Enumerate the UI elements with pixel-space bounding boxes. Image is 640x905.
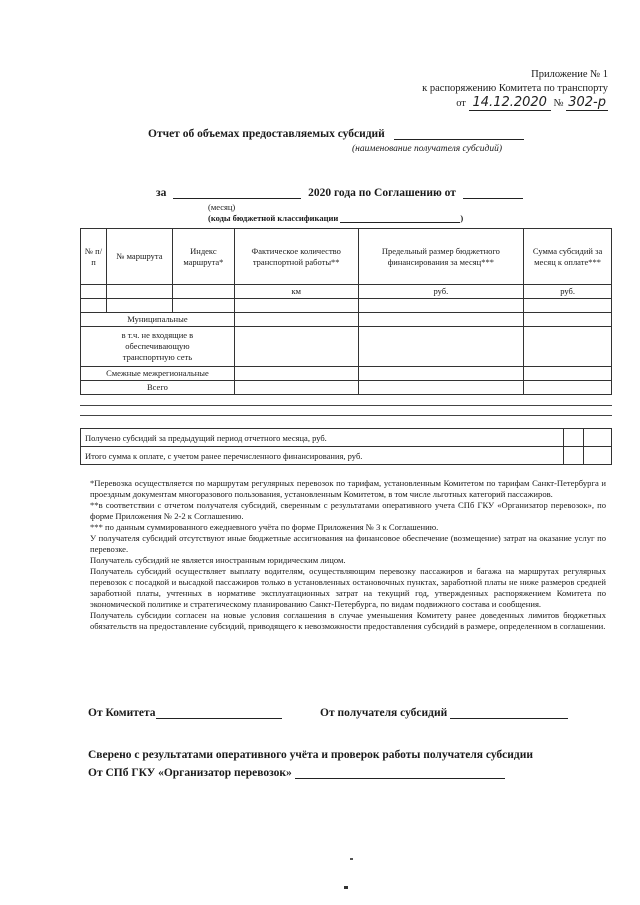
unit-rub: руб.	[358, 285, 524, 299]
footnote: **в соответствии с отчетом получателя субсидий, сверенным с результатами оперативного учета СПб ГКУ «Организатор перевозок», по форме Приложения № 2-2 к Соглашению.	[90, 500, 606, 521]
budget-codes-underline	[340, 213, 460, 223]
month-caption: (месяц)	[208, 202, 236, 212]
agreement-date-line	[463, 186, 523, 199]
appendix-ref: к распоряжению Комитета по транспорту	[422, 83, 608, 94]
table-row	[81, 299, 612, 313]
unit-rub: руб.	[524, 285, 612, 299]
summary-table	[80, 428, 612, 465]
summary-total: Итого сумма к оплате, с учетом ранее перечисленного финансирования, руб.	[81, 447, 564, 465]
organizer-signature	[88, 766, 505, 779]
handwritten-number: 302-р	[568, 95, 606, 110]
summary-row	[81, 429, 612, 447]
committee-signature	[88, 706, 282, 719]
subsidy-table	[80, 228, 612, 395]
units-row	[81, 285, 612, 299]
footnote: Получатель субсидий осуществляет выплату водителям, осуществляющим перевозку пассажиров и багажа на маршрутах регулярных перевозок с посадкой и высадкой пассажиров только в установленных остановочных пунктах, заработной платы не ниже размеров средней заработной платы, учтенных в нормативе эксплуатационных затрат на текущий год, утвержденных распоряжением Комитета по экономической политике и стратегическому планированию Санкт-Петербурга, по видам подвижного состава и сообщения.	[90, 566, 606, 609]
header-cell: Сумма субсидий за месяц к оплате***	[524, 229, 612, 285]
header-cell: Предельный размер бюджетного финансирования за месяц***	[358, 229, 524, 285]
unit-km: км	[234, 285, 358, 299]
verified-text: Сверено с результатами оперативного учёта и проверок работы получателя субсидии	[88, 749, 533, 761]
recipient-name-line	[394, 127, 524, 140]
organizer-label: От СПб ГКУ «Организатор перевозок»	[88, 767, 292, 779]
divider	[80, 415, 612, 416]
date-prefix: от	[456, 98, 466, 109]
handwritten-date: 14.12.2020	[469, 95, 551, 111]
month-line	[173, 186, 301, 199]
scan-mark	[350, 858, 353, 860]
budget-codes-line	[208, 213, 463, 223]
row-label: Всего	[81, 381, 235, 395]
table-header-row	[81, 229, 612, 285]
report-title-line	[148, 127, 524, 140]
recipient-caption: (наименование получателя субсидий)	[352, 144, 502, 154]
appendix-title: Приложение № 1	[531, 69, 608, 80]
report-title: Отчет об объемах предоставляемых субсидий	[148, 128, 385, 140]
committee-signature-line	[156, 706, 282, 719]
appendix-date-line	[422, 96, 608, 111]
footnote: *Перевозка осуществляется по маршрутам регулярных перевозок по тарифам, установленным Комитетом по тарифам Санкт-Петербурга и проездным документам многоразового пользования, установленным Комитетом, в том числе льготных категорий пассажиров.	[90, 478, 606, 499]
budget-codes-close: )	[460, 213, 464, 223]
budget-codes-caption: (коды бюджетной классификации	[208, 213, 339, 223]
table-row-total	[81, 381, 612, 395]
row-label: в т.ч. не входящие в обеспечивающую транспортную сеть	[81, 327, 235, 367]
organizer-signature-line	[295, 766, 505, 779]
recipient-signature-line	[450, 706, 568, 719]
footnote: У получателя субсидий отсутствуют иные бюджетные ассигнования на финансовое обеспечение (возмещение) затрат на оказание услуг по перевозке.	[90, 533, 606, 554]
appendix-header	[422, 68, 608, 111]
table-row-interregional	[81, 367, 612, 381]
recipient-signature	[320, 706, 568, 719]
period-prefix: за	[156, 187, 167, 199]
summary-received: Получено субсидий за предыдущий период отчетного месяца, руб.	[81, 429, 564, 447]
committee-label: От Комитета	[88, 707, 156, 719]
row-label: Муниципальные	[81, 313, 235, 327]
footnote: Получатель субсидий не является иностранным юридическим лицом.	[90, 555, 346, 565]
scan-mark	[344, 886, 348, 889]
period-line	[156, 186, 523, 199]
header-cell: Индекс маршрута*	[172, 229, 234, 285]
row-label: Смежные межрегиональные	[81, 367, 235, 381]
recipient-label: От получателя субсидий	[320, 707, 448, 719]
table-row-municipal	[81, 313, 612, 327]
period-middle: 2020 года по Соглашению от	[308, 187, 456, 199]
footnotes	[90, 478, 606, 632]
footnote: *** по данным суммированного ежедневного учёта по форме Приложения № 3 к Соглашению.	[90, 522, 439, 532]
summary-row	[81, 447, 612, 465]
header-cell: № п/п	[81, 229, 107, 285]
header-cell: № маршрута	[106, 229, 172, 285]
footnote: Получатель субсидии согласен на новые условия соглашения в случае уменьшения Комитету ранее доведенных лимитов бюджетных обязательств на предоставление субсидий, приводящего к невозможности предоставления субсидий в размере, определенном в соглашении.	[90, 610, 606, 631]
table-row-not-included	[81, 327, 612, 367]
number-prefix: №	[553, 98, 564, 109]
header-cell: Фактическое количество транспортной работы**	[234, 229, 358, 285]
divider	[80, 405, 612, 406]
